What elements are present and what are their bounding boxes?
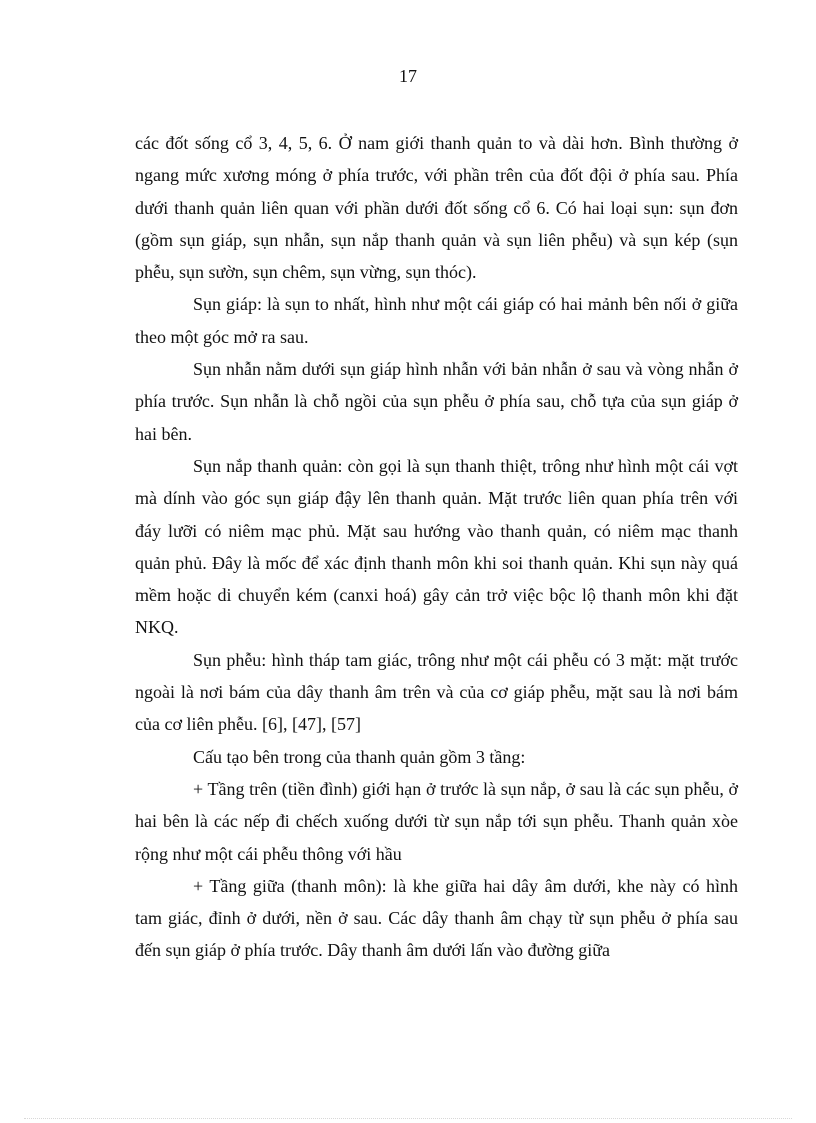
paragraph-continuation: các đốt sống cổ 3, 4, 5, 6. Ở nam giới thanh quản to và dài hơn. Bình thường ở ngang mức xương móng ở phía trước, với phần trên của đốt đội ở phía sau. Phía dưới thanh quản liên quan với phần dưới đốt sống cổ 6. Có hai loại sụn: sụn đơn (gồm sụn giáp, sụn nhẫn, sụn nắp thanh quản và sụn liên phễu) và sụn kép (sụn phễu, sụn sườn, sụn chêm, sụn vừng, sụn thóc). bbox=[135, 133, 738, 283]
paragraph-middle-level: + Tầng giữa (thanh môn): là khe giữa hai dây âm dưới, khe này có hình tam giác, đỉnh ở dưới, nền ở sau. Các dây thanh âm chạy từ sụn phễu ở phía sau đến sụn giáp ở phía trước. Dây thanh âm dưới lấn vào đường giữa bbox=[135, 875, 738, 961]
body-text bbox=[135, 127, 738, 967]
page-number: 17 bbox=[399, 66, 417, 86]
paragraph-upper-level: + Tầng trên (tiền đình) giới hạn ở trước là sụn nắp, ở sau là các sụn phễu, ở hai bên là các nếp đi chếch xuống dưới từ sụn nắp tới sụn phễu. Thanh quản xòe rộng như một cái phễu thông với hầu bbox=[135, 778, 738, 864]
paragraph-internal-structure: Cấu tạo bên trong của thanh quản gồm 3 tầng: bbox=[193, 746, 526, 767]
paragraph-epiglottis: Sụn nắp thanh quản: còn gọi là sụn thanh thiệt, trông như hình một cái vợt mà dính vào góc sụn giáp đậy lên thanh quản. Mặt trước liên quan phía trên với đáy lưỡi có niêm mạc phủ. Mặt sau hướng vào thanh quản, có niêm mạc thanh quản phủ. Đây là mốc để xác định thanh môn khi soi thanh quản. Khi sụn này quá mềm hoặc di chuyển kém (canxi hoá) gây cản trở việc bộc lộ thanh môn khi đặt NKQ. bbox=[135, 455, 738, 638]
paragraph-cricoid-cartilage: Sụn nhẫn nằm dưới sụn giáp hình nhẫn với bản nhẫn ở sau và vòng nhẫn ở phía trước. Sụn nhẫn là chỗ ngồi của sụn phễu ở phía sau, chỗ tựa của sụn giáp ở hai bên. bbox=[135, 359, 738, 444]
paragraph-arytenoid-cartilage: Sụn phễu: hình tháp tam giác, trông như một cái phễu có 3 mặt: mặt trước ngoài là nơi bám của dây thanh âm trên và của cơ giáp phễu, mặt sau là nơi bám của cơ liên phễu. [6], [47], [57] bbox=[135, 649, 738, 735]
page-bottom-divider bbox=[24, 1118, 792, 1119]
paragraph-thyroid-cartilage: Sụn giáp: là sụn to nhất, hình như một cái giáp có hai mảnh bên nối ở giữa theo một góc mở ra sau. bbox=[135, 294, 738, 347]
